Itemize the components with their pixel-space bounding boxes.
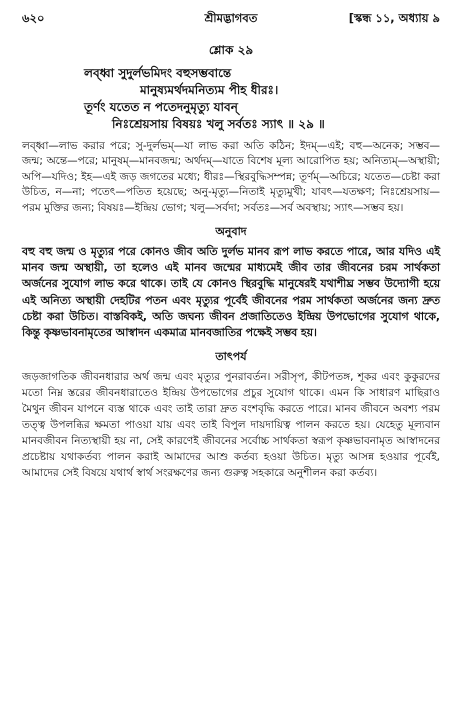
verse-line: মানুষ্যমর্থদমনিত্যম পীহ ধীরঃ। bbox=[140, 83, 279, 97]
verse-line: তূর্ণং যতেত ন পতেদনুমৃত্যু যাবন্ bbox=[84, 100, 238, 114]
synonyms-paragraph: লব্ধ্বা—লাভ করার পরে; সু-দুর্লভম্—যা লাভ করা অতি কঠিন; ইদম্—এই; বহু—অনেক; সম্ভব—জন্ম; অন্তে—পরে; মানুষম্—মানবজন্ম; অর্থদম্—যাতে বিশেষ মূল্য আরোপিত হয়; অনিত্যম্—অস্থায়ী; অপি—যদিও; ইহ—এই জড় জগতের মধ্যে; ধীরঃ—স্থিরবুদ্ধিসম্পন্ন; তূর্ণম্—অচিরে; যতেত—চেষ্টা করা উচিত, ন—না; পতেৎ—পতিত হয়েছে; অনু-মৃত্যু—নিতাই মৃত্যুমুখী; যাবৎ—যতক্ষণ; নিঃশ্রেয়সায়—পরম মুক্তির জন্য; বিষয়ঃ—ইন্দ্রিয় ভোগ; খলু—সর্বদা; সর্বতঃ—সর্ব অবস্থায়; স্যাৎ—সম্ভব হয়। bbox=[22, 140, 440, 214]
book-title: শ্রীমদ্ভাগবত bbox=[204, 11, 258, 25]
page-number: ৬২০ bbox=[22, 11, 45, 25]
book-page bbox=[22, 8, 440, 481]
purport-paragraph: জড়জাগতিক জীবনধারার অর্থ জন্ম এবং মৃত্যুর পুনরাবর্তন। সরীসৃপ, কীটপতঙ্গ, শূকর এবং কুকুরদের মতো নিম্ন স্তরের জীবনধারাতেও ইন্দ্রিয় উপভোগের প্রচুর সুযোগ থাকে। এমন কি সাধারণ মাছিরাও মৈথুন জীবন যাপনে ব্যস্ত থাকে এবং তাই তারা দ্রুত বংশবৃদ্ধি করতে পারে। মানব জীবনে অবশ্য পরম তত্ত্ব উপলব্ধির ক্ষমতা পাওয়া যায় এবং তাই বিপুল দায়দায়িত্ব পালন করতে হয়। যেহেতু মূল্যবান মানবজীবন নিত্যস্থায়ী হয় না, সেই কারণেই জীবনের সর্বোচ্চ সার্থকতা স্বরূপ কৃষ্ণভাবনামৃত আস্বাদনের প্রচেষ্টায় যথাকর্তব্য পালন করাই আমাদের আশু কর্তব্য হওয়া উচিত। মৃত্যু আসন্ন হওয়ার পূর্বেই, আমাদের সেই বিষয়ে যথার্থ স্বার্থ সংরক্ষণের জন্য গুরুত্ব সহকারে অনুশীলন করা কর্তব্য। bbox=[22, 371, 440, 480]
verse-label: শ্লোক ২৯ bbox=[208, 43, 254, 57]
translation-heading: অনুবাদ bbox=[215, 225, 247, 239]
verse-line: লব্ধ্বা সুদুর্লভমিদং বহুসম্ভবান্তে bbox=[84, 66, 232, 80]
running-header bbox=[22, 8, 440, 28]
chapter-reference: [স্কন্ধ ১১, অধ্যায় ৯ bbox=[348, 11, 440, 25]
verse-text bbox=[22, 65, 440, 133]
translation-paragraph: বহু বহু জন্ম ও মৃত্যুর পরে কোনও জীব অতি দুর্লভ মানব রূপ লাভ করতে পারে, আর যদিও এই মানব জন্ম অস্থায়ী, তা হলেও এই মানব জন্মের মাধ্যমেই জীব তার জীবনের চরম সার্থকতা অর্জনের সুযোগ লাভ করে থাকে। তাই যে কোনও স্থিরবুদ্ধি মানুষেরই যথাশীঘ্র সম্ভব উদ্যোগী হয়ে এই অনিত্য অস্থায়ী দেহটির পতন এবং মৃত্যুর পূর্বেই জীবনের পরম সার্থকতা অর্জনের জন্য দ্রুত চেষ্টা করা উচিত। বাস্তবিকই, অতি জঘন্য জীবন প্রজাতিতেও ইন্দ্রিয় উপভোগের সুযোগ থাকে, কিন্তু কৃষ্ণভাবনামৃতের আস্বাদন একমাত্র মানবজাতির পক্ষেই সম্ভব হয়। bbox=[22, 245, 440, 340]
verse-line: নিঃশ্রেয়সায় বিষয়ঃ খলু সর্বতঃ স্যাৎ ॥ ২৯ ॥ bbox=[112, 117, 325, 131]
purport-heading: তাৎপর্য bbox=[215, 350, 247, 364]
